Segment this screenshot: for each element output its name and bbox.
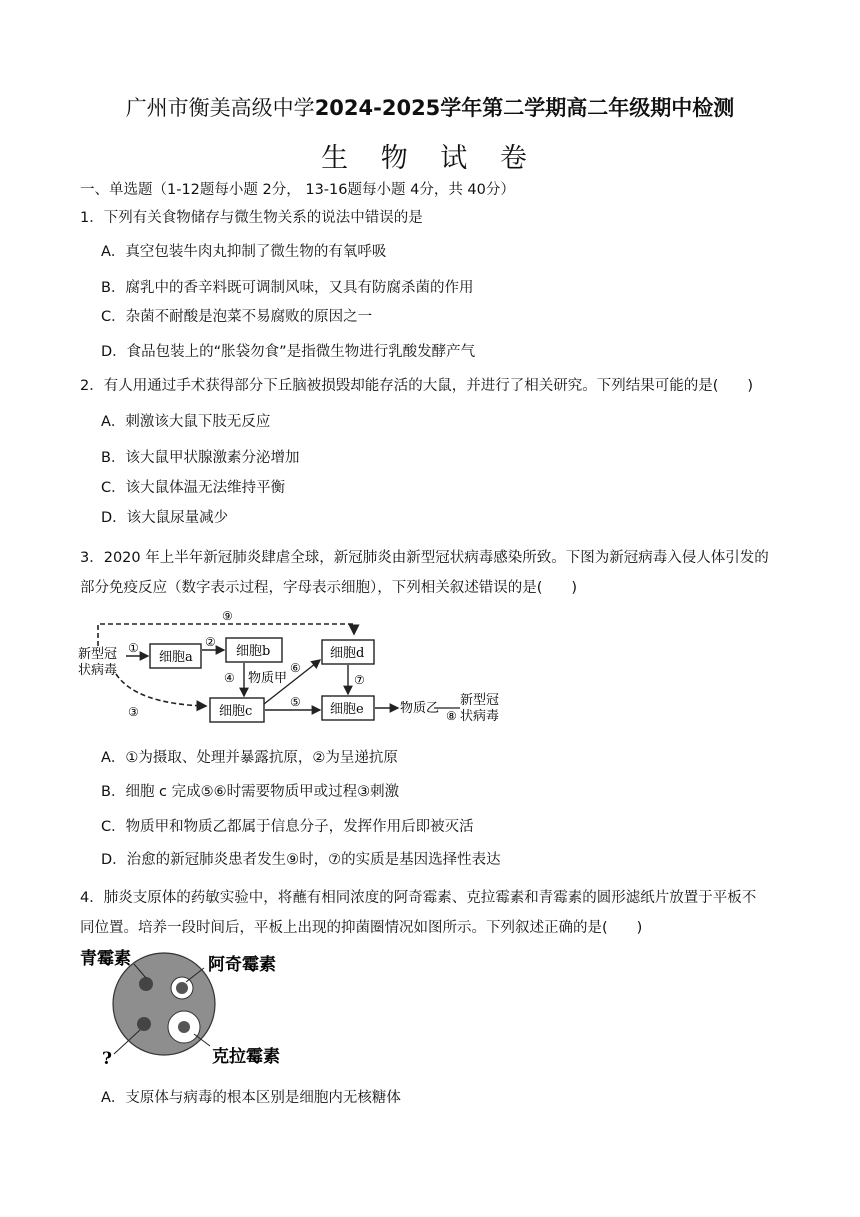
- q3-option-a: A．①为摄取、处理并暴露抗原，②为呈递抗原: [101, 750, 398, 766]
- exam-term: 2024-2025学年第二学期高二年级期中检测: [314, 96, 735, 120]
- clarithromycin-label: 克拉霉素: [212, 1047, 280, 1067]
- q4-stem-line2: 同位置。培养一段时间后，平板上出现的抑菌圈情况如图所示。下列叙述正确的是( ): [80, 920, 643, 936]
- azithromycin-disc: [176, 982, 188, 994]
- step-9: ⑨: [222, 609, 233, 623]
- virus-label-l2: 状病毒: [78, 663, 118, 678]
- virus2-label-l2: 状病毒: [460, 709, 500, 724]
- q1-option-c: C．杂菌不耐酸是泡菜不易腐败的原因之一: [101, 309, 373, 325]
- q2-option-d: D．该大鼠尿量减少: [101, 510, 229, 526]
- q4-option-a: A．支原体与病毒的根本区别是细胞内无核糖体: [101, 1090, 401, 1106]
- school-name: 广州市衡美高级中学: [125, 96, 315, 120]
- penicillin-label: 青霉素: [80, 949, 131, 969]
- q1-option-d: D．食品包装上的“胀袋勿食”是指微生物进行乳酸发酵产气: [101, 344, 476, 360]
- azithromycin-label: 阿奇霉素: [208, 955, 276, 975]
- q1-stem: 1．下列有关食物储存与微生物关系的说法中错误的是: [80, 210, 423, 226]
- q3-stem-line1: 3．2020 年上半年新冠肺炎肆虐全球，新冠肺炎由新型冠状病毒感染所致。下图为新冠病毒入侵人体引发的: [80, 550, 769, 566]
- clarithromycin-disc: [178, 1021, 190, 1033]
- immune-response-diagram: [76, 604, 516, 726]
- q2-option-b: B．该大鼠甲状腺激素分泌增加: [101, 450, 300, 466]
- unknown-label: ?: [102, 1049, 112, 1069]
- q3-option-b: B．细胞 c 完成⑤⑥时需要物质甲或过程③刺激: [101, 784, 400, 800]
- step-1: ①: [128, 641, 139, 655]
- q4-stem-line1: 4．肺炎支原体的药敏实验中，将蘸有相同浓度的阿奇霉素、克拉霉素和青霉素的圆形滤纸片放置于平板不: [80, 890, 757, 906]
- step-8: ⑧: [446, 709, 457, 723]
- penicillin-disc: [139, 977, 153, 991]
- q2-stem: 2．有人用通过手术获得部分下丘脑被损毁却能存活的大鼠，并进行了相关研究。下列结果可能的是( ): [80, 378, 754, 394]
- q3-option-c: C．物质甲和物质乙都属于信息分子，发挥作用后即被灭活: [101, 819, 474, 835]
- q3-option-d: D．治愈的新冠肺炎患者发生⑨时，⑦的实质是基因选择性表达: [101, 852, 501, 868]
- section-heading: 一、单选题（1-12题每小题 2分， 13-16题每小题 4分，共 40分）: [80, 182, 515, 198]
- substance-yi-label: 物质乙: [400, 701, 440, 716]
- cell-a-label: 细胞a: [159, 650, 193, 665]
- subject-title: 生 物 试 卷: [321, 143, 539, 174]
- q2-option-c: C．该大鼠体温无法维持平衡: [101, 480, 286, 496]
- virus2-label-l1: 新型冠: [460, 693, 500, 708]
- cell-b-label: 细胞b: [236, 644, 271, 659]
- q3-stem-line2: 部分免疫反应（数字表示过程，字母表示细胞），下列相关叙述错误的是( ): [80, 580, 578, 596]
- cell-c-label: 细胞c: [219, 704, 253, 719]
- step-7: ⑦: [354, 673, 365, 687]
- virus-label-l1: 新型冠: [78, 647, 118, 662]
- unknown-disc: [137, 1017, 151, 1031]
- q1-option-a: A．真空包装牛肉丸抑制了微生物的有氧呼吸: [101, 244, 387, 260]
- step-6: ⑥: [290, 661, 301, 675]
- step-2: ②: [205, 635, 216, 649]
- q1-option-b: B．腐乳中的香辛料既可调制风味，又具有防腐杀菌的作用: [101, 280, 474, 296]
- antibiotic-plate-figure: [76, 942, 316, 1072]
- step-4: ④: [224, 671, 235, 685]
- q2-option-a: A．刺激该大鼠下肢无反应: [101, 414, 271, 430]
- substance-jia-label: 物质甲: [248, 671, 288, 686]
- exam-title: [0, 92, 860, 122]
- cell-d-label: 细胞d: [330, 646, 365, 661]
- step-5: ⑤: [290, 695, 301, 709]
- step-3: ③: [128, 705, 139, 719]
- cell-e-label: 细胞e: [330, 702, 364, 717]
